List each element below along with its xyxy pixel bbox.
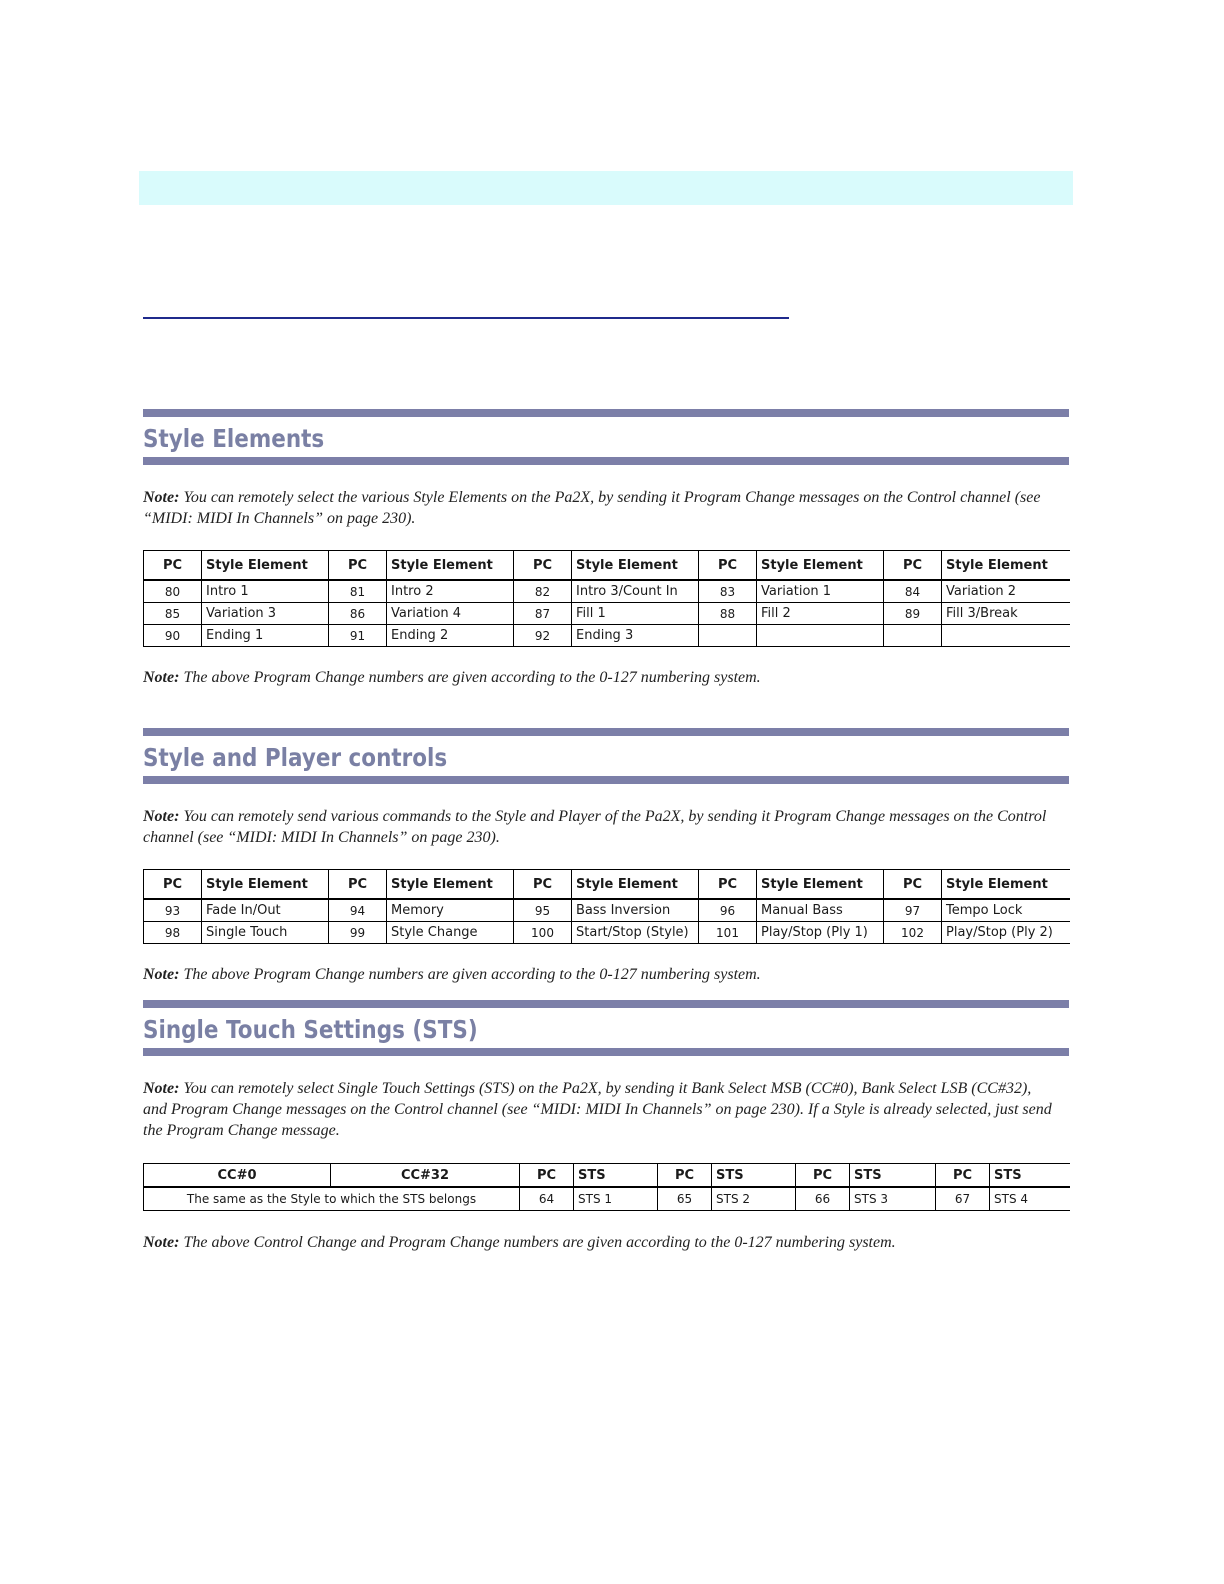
intro-note: Note: You can remotely select the various Style Elements on the Pa2X, by sending it Program Change messages on the Control channel (see	[143, 489, 1041, 506]
header-rule	[143, 317, 789, 319]
pc-cell: 92	[514, 625, 572, 647]
column-header: PC	[658, 1164, 712, 1188]
column-header: PC	[884, 551, 942, 581]
column-header: Style Element	[757, 551, 884, 581]
column-header: Style Element	[572, 551, 699, 581]
section-title: Single Touch Settings (STS)	[143, 1015, 478, 1044]
column-header: PC	[796, 1164, 850, 1188]
column-header: Style Element	[942, 551, 1070, 581]
element-cell: Bass Inversion	[572, 899, 699, 922]
sts-table	[143, 1163, 1070, 1211]
pc-cell: 96	[699, 899, 757, 922]
pc-cell: 86	[329, 603, 387, 625]
element-cell: Fill 2	[757, 603, 884, 625]
element-cell: Variation 3	[202, 603, 329, 625]
footnote: Note: The above Program Change numbers are given according to the 0-127 numbering system.	[143, 966, 761, 983]
column-header: Style Element	[757, 870, 884, 900]
pc-cell: 91	[329, 625, 387, 647]
element-cell: Fill 3/Break	[942, 603, 1070, 625]
column-header: PC	[520, 1164, 574, 1188]
intro-note-line2: “MIDI: MIDI In Channels” on page 230).	[143, 510, 416, 527]
column-header: Style Element	[942, 870, 1070, 900]
column-header: Style Element	[202, 870, 329, 900]
table-row	[144, 899, 1070, 922]
table-row	[144, 580, 1070, 603]
table-row	[144, 625, 1070, 647]
section-bar-bottom	[143, 457, 1069, 465]
element-cell: Fade In/Out	[202, 899, 329, 922]
element-cell: Start/Stop (Style)	[572, 922, 699, 944]
style-elements-table	[143, 550, 1070, 647]
pc-cell: 83	[699, 580, 757, 603]
pc-cell	[699, 625, 757, 647]
pc-cell: 64	[520, 1187, 574, 1211]
table-row	[144, 922, 1070, 944]
pc-cell: 98	[144, 922, 202, 944]
pc-cell: 90	[144, 625, 202, 647]
pc-cell: 95	[514, 899, 572, 922]
column-header: PC	[144, 870, 202, 900]
header-highlight-band	[139, 171, 1073, 205]
intro-note-line2: channel (see “MIDI: MIDI In Channels” on page 230).	[143, 829, 500, 846]
column-header: PC	[514, 551, 572, 581]
section-bar-top	[143, 1000, 1069, 1008]
element-cell: Ending 2	[387, 625, 514, 647]
pc-cell: 102	[884, 922, 942, 944]
element-cell: Play/Stop (Ply 1)	[757, 922, 884, 944]
pc-cell: 82	[514, 580, 572, 603]
pc-cell: 101	[699, 922, 757, 944]
table-header-row	[144, 1164, 1070, 1188]
pc-cell: 89	[884, 603, 942, 625]
section-style-elements	[143, 409, 1069, 688]
column-header: Style Element	[202, 551, 329, 581]
section-bar-top	[143, 728, 1069, 736]
table-header-row	[144, 870, 1070, 900]
column-header: PC	[884, 870, 942, 900]
pc-cell: 85	[144, 603, 202, 625]
element-cell: Style Change	[387, 922, 514, 944]
element-cell: Intro 2	[387, 580, 514, 603]
column-header: Style Element	[387, 551, 514, 581]
sts-cell: STS 1	[574, 1187, 658, 1211]
pc-cell: 100	[514, 922, 572, 944]
pc-cell: 97	[884, 899, 942, 922]
pc-cell: 67	[936, 1187, 990, 1211]
section-bar-bottom	[143, 776, 1069, 784]
element-cell: Memory	[387, 899, 514, 922]
table-row	[144, 1187, 1070, 1211]
element-cell: Ending 3	[572, 625, 699, 647]
element-cell: Intro 3/Count In	[572, 580, 699, 603]
element-cell: Variation 4	[387, 603, 514, 625]
column-header: PC	[514, 870, 572, 900]
element-cell: Play/Stop (Ply 2)	[942, 922, 1070, 944]
pc-cell: 87	[514, 603, 572, 625]
section-bar-bottom	[143, 1048, 1069, 1056]
pc-cell: 94	[329, 899, 387, 922]
column-header: STS	[850, 1164, 936, 1188]
style-player-controls-table	[143, 869, 1070, 944]
pc-cell: 93	[144, 899, 202, 922]
element-cell	[942, 625, 1070, 647]
footnote: Note: The above Control Change and Program Change numbers are given according to the 0-127 numbering system.	[143, 1234, 896, 1251]
column-header: Style Element	[387, 870, 514, 900]
section-style-player-controls	[143, 728, 1069, 985]
footnote: Note: The above Program Change numbers are given according to the 0-127 numbering system.	[143, 669, 761, 686]
bank-select-cell: The same as the Style to which the STS belongs	[144, 1187, 520, 1211]
column-header: PC	[699, 870, 757, 900]
column-header: Style Element	[572, 870, 699, 900]
pc-cell: 88	[699, 603, 757, 625]
element-cell: Ending 1	[202, 625, 329, 647]
table-row	[144, 603, 1070, 625]
element-cell: Intro 1	[202, 580, 329, 603]
element-cell: Fill 1	[572, 603, 699, 625]
column-header: PC	[936, 1164, 990, 1188]
pc-cell: 99	[329, 922, 387, 944]
pc-cell: 80	[144, 580, 202, 603]
pc-cell: 65	[658, 1187, 712, 1211]
element-cell: Single Touch	[202, 922, 329, 944]
pc-cell: 81	[329, 580, 387, 603]
element-cell: Tempo Lock	[942, 899, 1070, 922]
column-header: CC#32	[331, 1164, 520, 1188]
column-header: PC	[699, 551, 757, 581]
pc-cell: 66	[796, 1187, 850, 1211]
section-bar-top	[143, 409, 1069, 417]
intro-note-line3: the Program Change message.	[143, 1122, 340, 1139]
column-header: PC	[329, 870, 387, 900]
table-header-row	[144, 551, 1070, 581]
intro-note: Note: You can remotely send various commands to the Style and Player of the Pa2X, by sending it Program Change messages on the Control	[143, 808, 1047, 825]
column-header: CC#0	[144, 1164, 331, 1188]
element-cell: Variation 1	[757, 580, 884, 603]
sts-cell: STS 4	[990, 1187, 1070, 1211]
column-header: PC	[144, 551, 202, 581]
element-cell: Manual Bass	[757, 899, 884, 922]
column-header: STS	[712, 1164, 796, 1188]
element-cell: Variation 2	[942, 580, 1070, 603]
column-header: STS	[990, 1164, 1070, 1188]
section-title: Style and Player controls	[143, 743, 448, 772]
section-single-touch-settings	[143, 1000, 1069, 1253]
intro-note: Note: You can remotely select Single Touch Settings (STS) on the Pa2X, by sending it Bank Select MSB (CC#0), Bank Select LSB (CC#32),	[143, 1080, 1032, 1097]
pc-cell: 84	[884, 580, 942, 603]
column-header: PC	[329, 551, 387, 581]
sts-cell: STS 2	[712, 1187, 796, 1211]
pc-cell	[884, 625, 942, 647]
column-header: STS	[574, 1164, 658, 1188]
intro-note-line2: and Program Change messages on the Control channel (see “MIDI: MIDI In Channels” on page 230). If a Style is already selected, just send	[143, 1101, 1052, 1118]
section-title: Style Elements	[143, 424, 325, 453]
sts-cell: STS 3	[850, 1187, 936, 1211]
element-cell	[757, 625, 884, 647]
